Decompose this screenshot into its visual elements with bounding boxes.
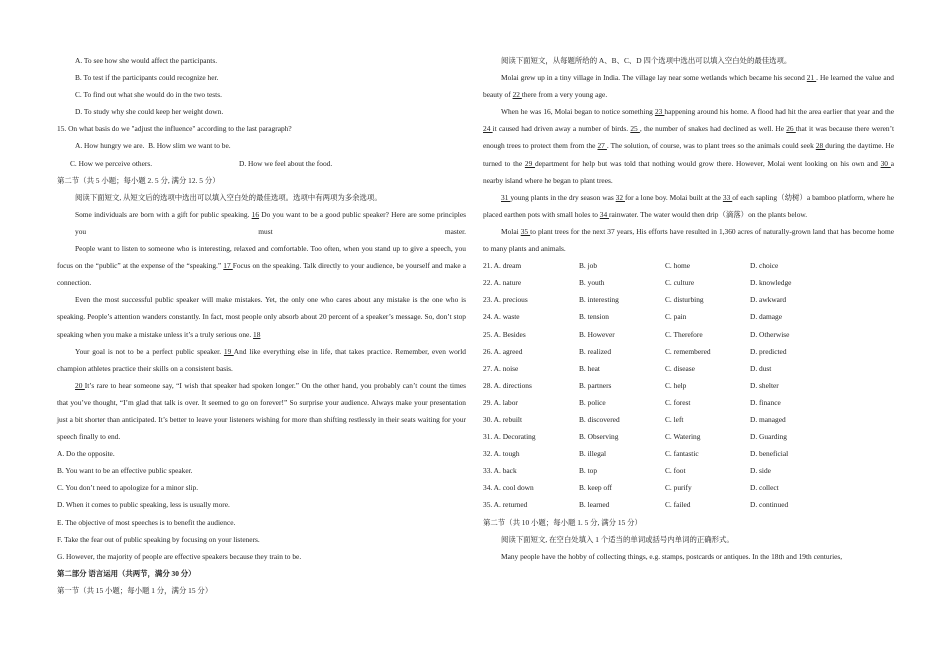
part2-heading: 第二部分 语言运用（共两节，满分 30 分） [57,568,196,578]
cloze-option: D. beneficial [750,449,789,459]
cloze-option: 31. A. Decorating [483,432,536,442]
cloze-option: B. partners [579,380,612,390]
cloze-option: C. home [665,261,691,271]
blank-23: 23 [654,107,665,117]
cloze-option: D. managed [750,414,786,424]
passage-para-2 [57,240,466,291]
q14-option-d: D. To study why she could keep her weight down. [75,107,224,117]
part2-section1-heading: 第一节（共 15 小题；每小题 1 分，满分 15 分） [57,585,213,595]
cloze-option: D. shelter [750,380,779,390]
cloze-p2-f: . The solution, of course, was to plant trees so the animals could seek [606,141,816,151]
blank-24: 24 [483,124,493,134]
blank-33: 33 [722,192,733,202]
choice-f: F. Take the fear out of public speaking by focusing on your listeners. [57,534,260,544]
choice-g: G. However, the majority of people are effective speakers because they train to be. [57,551,302,561]
cloze-option: B. Observing [579,432,619,442]
cloze-option: D. side [750,466,771,476]
cloze-option: 33. A. back [483,466,517,476]
cloze-option: 27. A. noise [483,363,519,373]
cloze-option: C. Therefore [665,329,703,339]
cloze-option: D. choice [750,261,779,271]
cloze-option-row [483,462,894,479]
blank-26: 26 [786,124,796,134]
cloze-option: 30. A. rebuilt [483,414,523,424]
cloze-option: B. learned [579,500,610,510]
cloze-p3-c: of each sapling（幼树）a bamboo platform, where he placed earthen pots with small holes to [483,192,894,219]
cloze-option: 24. A. waste [483,312,520,322]
cloze-option: D. continued [750,500,789,510]
cloze-para-3 [483,189,894,223]
cloze-option: D. finance [750,397,781,407]
para1-text-a: Some individuals are born with a gift for public speaking. [75,209,252,219]
cloze-p2-g: during the daytime. He turned to the [483,141,894,168]
cloze-option-row [483,479,894,496]
cloze-option-row [483,343,894,360]
cloze-option: D. collect [750,483,779,493]
cloze-p2-e: that it was because there weren’t enough trees to protect them from the [483,124,895,151]
q15-option-b: B. How slim we want to be. [148,141,231,151]
cloze-para-2 [483,103,894,188]
choice-d: D. When it comes to public speaking, less is usually more. [57,500,230,510]
cloze-option: D. Otherwise [750,329,790,339]
cloze-p2-c: it caused had driven away a number of birds. [492,124,631,134]
choice-e: E. The objective of most speeches is to benefit the audience. [57,517,236,527]
cloze-option-row [483,274,894,291]
blank-16: 16 [251,209,260,219]
cloze-option: D. predicted [750,346,787,356]
section2-heading: 第二节（共 5 小题；每小题 2. 5 分, 满分 12. 5 分） [57,175,220,185]
cloze-option: D. Guarding [750,432,787,442]
cloze-option: B. job [579,261,598,271]
cloze-p4-a: Molai [501,226,521,236]
passage-para-1 [57,206,466,240]
passage-para-3 [57,291,466,342]
cloze-option-row [483,394,894,411]
cloze-option: C. disturbing [665,295,704,305]
cloze-option: C. remembered [665,346,711,356]
blank-27: 27 [597,141,607,151]
cloze-p4-b: to plant trees for the next 37 years, His efforts have resulted in 1,360 acres of naturally-grown land that has become home to many plants and animals. [483,226,894,254]
cloze-option: D. knowledge [750,278,792,288]
cloze-option: 28. A. directions [483,380,532,390]
cloze-option: 25. A. Besides [483,329,526,339]
blank-35: 35 [520,226,531,236]
cloze-option: C. left [665,414,684,424]
cloze-p3-a: young plants in the dry season was [510,192,616,202]
cloze-option: B. tension [579,312,609,322]
q15-options-cd [57,155,466,172]
cloze-option: B. top [579,466,598,476]
right-column [483,52,894,565]
blank-31: 31 [501,192,511,202]
blank-29: 29 [524,158,535,168]
q14-option-c: C. To find out what she would do in the two tests. [75,90,222,100]
cloze-option: C. foot [665,466,686,476]
para4-text-a: Your goal is not to be a perfect public speaker. [75,346,224,356]
blank-28: 28 [815,141,826,151]
para3-text: Even the most successful public speaker will make mistakes. Yet, the only one who cares about any mistake is the one who is speaking. People’s attention wanders constantly. In fact, most people only absorb about 20 percent of a speaker’s message. So, don’t stop speaking when you make a mistake unless it’s a truly serious one. [57,295,466,339]
q15-stem: 15. On what basis do we "adjust the influence" according to the last paragraph? [57,124,292,134]
blank-22: 22 [512,90,522,100]
cloze-instruction: 阅读下面短文，从每题所给的 A、B、C、D 四个选项中选出可以填入空白处的最佳选项。 [501,56,792,65]
cloze-p1-b: . He learned the value and beauty of [483,73,894,100]
cloze-option: 35. A. returned [483,500,528,510]
cloze-p1-a: Molai grew up in a tiny village in India. The village lay near some wetlands which became his second [501,73,807,83]
cloze-option-row [483,360,894,377]
blank-17: 17 [223,261,233,271]
cloze-para-1 [483,69,894,103]
cloze-option-row [483,377,894,394]
cloze-option: B. interesting [579,295,619,305]
right-section2-heading: 第二节（共 10 小题；每小题 1. 5 分, 满分 15 分） [483,517,642,527]
cloze-option-row [483,257,894,274]
cloze-option: B. keep off [579,483,612,493]
para2-text-a: People want to listen to someone who is interesting, relaxed and comfortable. Too often, when you stand up to give a speech, you focus on the “public” at the expense of the “speaking.” [57,244,466,271]
cloze-p3-d: rainwater. The water would then drip（滴落）on the plants below. [609,209,808,219]
section2-instruction: 阅读下面短文, 从短文后的选项中选出可以填入空白处的最佳选项。选项中有两项为多余选项。 [75,192,382,202]
cloze-option: C. pain [665,312,687,322]
cloze-option: B. police [579,397,606,407]
cloze-option: 23. A. precious [483,295,528,305]
blank-30: 30 [880,158,891,168]
q15-options-ab [57,137,466,154]
cloze-option: B. illegal [579,449,607,459]
right-section2-instruction: 阅读下面短文, 在空白处填入 1 个适当的单词或括号内单词的正确形式。 [501,534,734,544]
cloze-option: D. awkward [750,295,787,305]
cloze-option: C. purify [665,483,692,493]
cloze-option: 26. A. agreed [483,346,523,356]
cloze-p2-a: When he was 16, Molai began to notice something [501,107,655,117]
passage-para-5 [57,377,466,445]
blank-18: 18 [253,329,261,339]
cloze-p2-b: happening around his home. A flood had hit the area earlier that year and the [664,107,894,117]
q15-option-a: A. How hungry we are. [75,141,145,151]
cloze-options [483,257,894,513]
cloze-p2-i: a nearby island where he began to plant trees. [483,158,894,185]
cloze-option-row [483,326,894,343]
cloze-option: C. Watering [665,432,701,442]
cloze-option: 29. A. labor [483,397,518,407]
cloze-para-4 [483,223,894,257]
choice-b: B. You want to be an effective public speaker. [57,466,193,476]
blank-19: 19 [223,346,234,356]
left-column [57,52,466,599]
passage-para-4 [57,343,466,377]
cloze-option: B. discovered [579,414,620,424]
cloze-option: B. realized [579,346,612,356]
cloze-option: C. disease [665,363,695,373]
para1-text-b: Do you want to be a good public speaker? Here are some principles you must master. [75,209,466,236]
cloze-option-row [483,445,894,462]
cloze-p2-d: , the number of snakes had declined as well. He [639,124,787,134]
cloze-option-row [483,496,894,513]
para4-text-b: And like everything else in life, that takes practice. Remember, even world champion athletes practice their skills on a consistent basis. [57,346,466,373]
cloze-option: 22. A. nature [483,278,522,288]
cloze-option: B. youth [579,278,605,288]
q14-option-b: B. To test if the participants could recognize her. [75,73,219,83]
choice-c: C. You don’t need to apologize for a minor slip. [57,483,199,493]
choice-a: A. Do the opposite. [57,449,115,459]
para5-text: It’s rare to hear someone say, “I wish that speaker had spoken longer.” On the other hand, you probably can’t count the times that you’ve thought, “I’m glad that talk is over. It seemed to go on forever!” So surprise your audience. Always make your presentation just a bit shorter than anticipated. It’s better to leave your listeners wishing for more than shifting restlessly in their seats waiting for your speech finally to end. [57,380,466,442]
cloze-option-row [483,308,894,325]
cloze-option: C. forest [665,397,691,407]
q15-option-c: C. How we perceive others. [70,158,153,168]
blank-20: 20 [75,380,85,390]
blank-34: 34 [599,209,610,219]
cloze-option: C. failed [665,500,691,510]
cloze-option: 32. A. tough [483,449,520,459]
cloze-option: D. dust [750,363,772,373]
cloze-option-row [483,411,894,428]
q15-option-d: D. How we feel about the food. [239,158,333,168]
cloze-p3-b: for a lone boy. Molai built at the [624,192,723,202]
cloze-p2-h: department for help but was told that nothing would grow there. However, Molai went looking on his own and [535,158,881,168]
cloze-option: B. However [579,329,615,339]
cloze-option: 34. A. cool down [483,483,534,493]
q14-option-a: A. To see how she would affect the participants. [75,56,218,65]
cloze-option: C. fantastic [665,449,699,459]
collecting-para: Many people have the hobby of collecting things, e.g. stamps, postcards or antiques. In the 18th and 19th centuries, [501,551,843,561]
blank-25: 25 [630,124,640,134]
cloze-option: 21. A. dream [483,261,522,271]
cloze-option: C. culture [665,278,695,288]
blank-32: 32 [615,192,625,202]
cloze-option: D. damage [750,312,783,322]
cloze-option: C. help [665,380,687,390]
para2-text-b: Focus on the speaking. Talk directly to your audience, be yourself and make a connection. [57,261,466,288]
cloze-option-row [483,291,894,308]
cloze-option-row [483,428,894,445]
blank-21: 21 [806,73,817,83]
cloze-option: B. heat [579,363,600,373]
cloze-p1-c: there from a very young age. [521,90,608,100]
